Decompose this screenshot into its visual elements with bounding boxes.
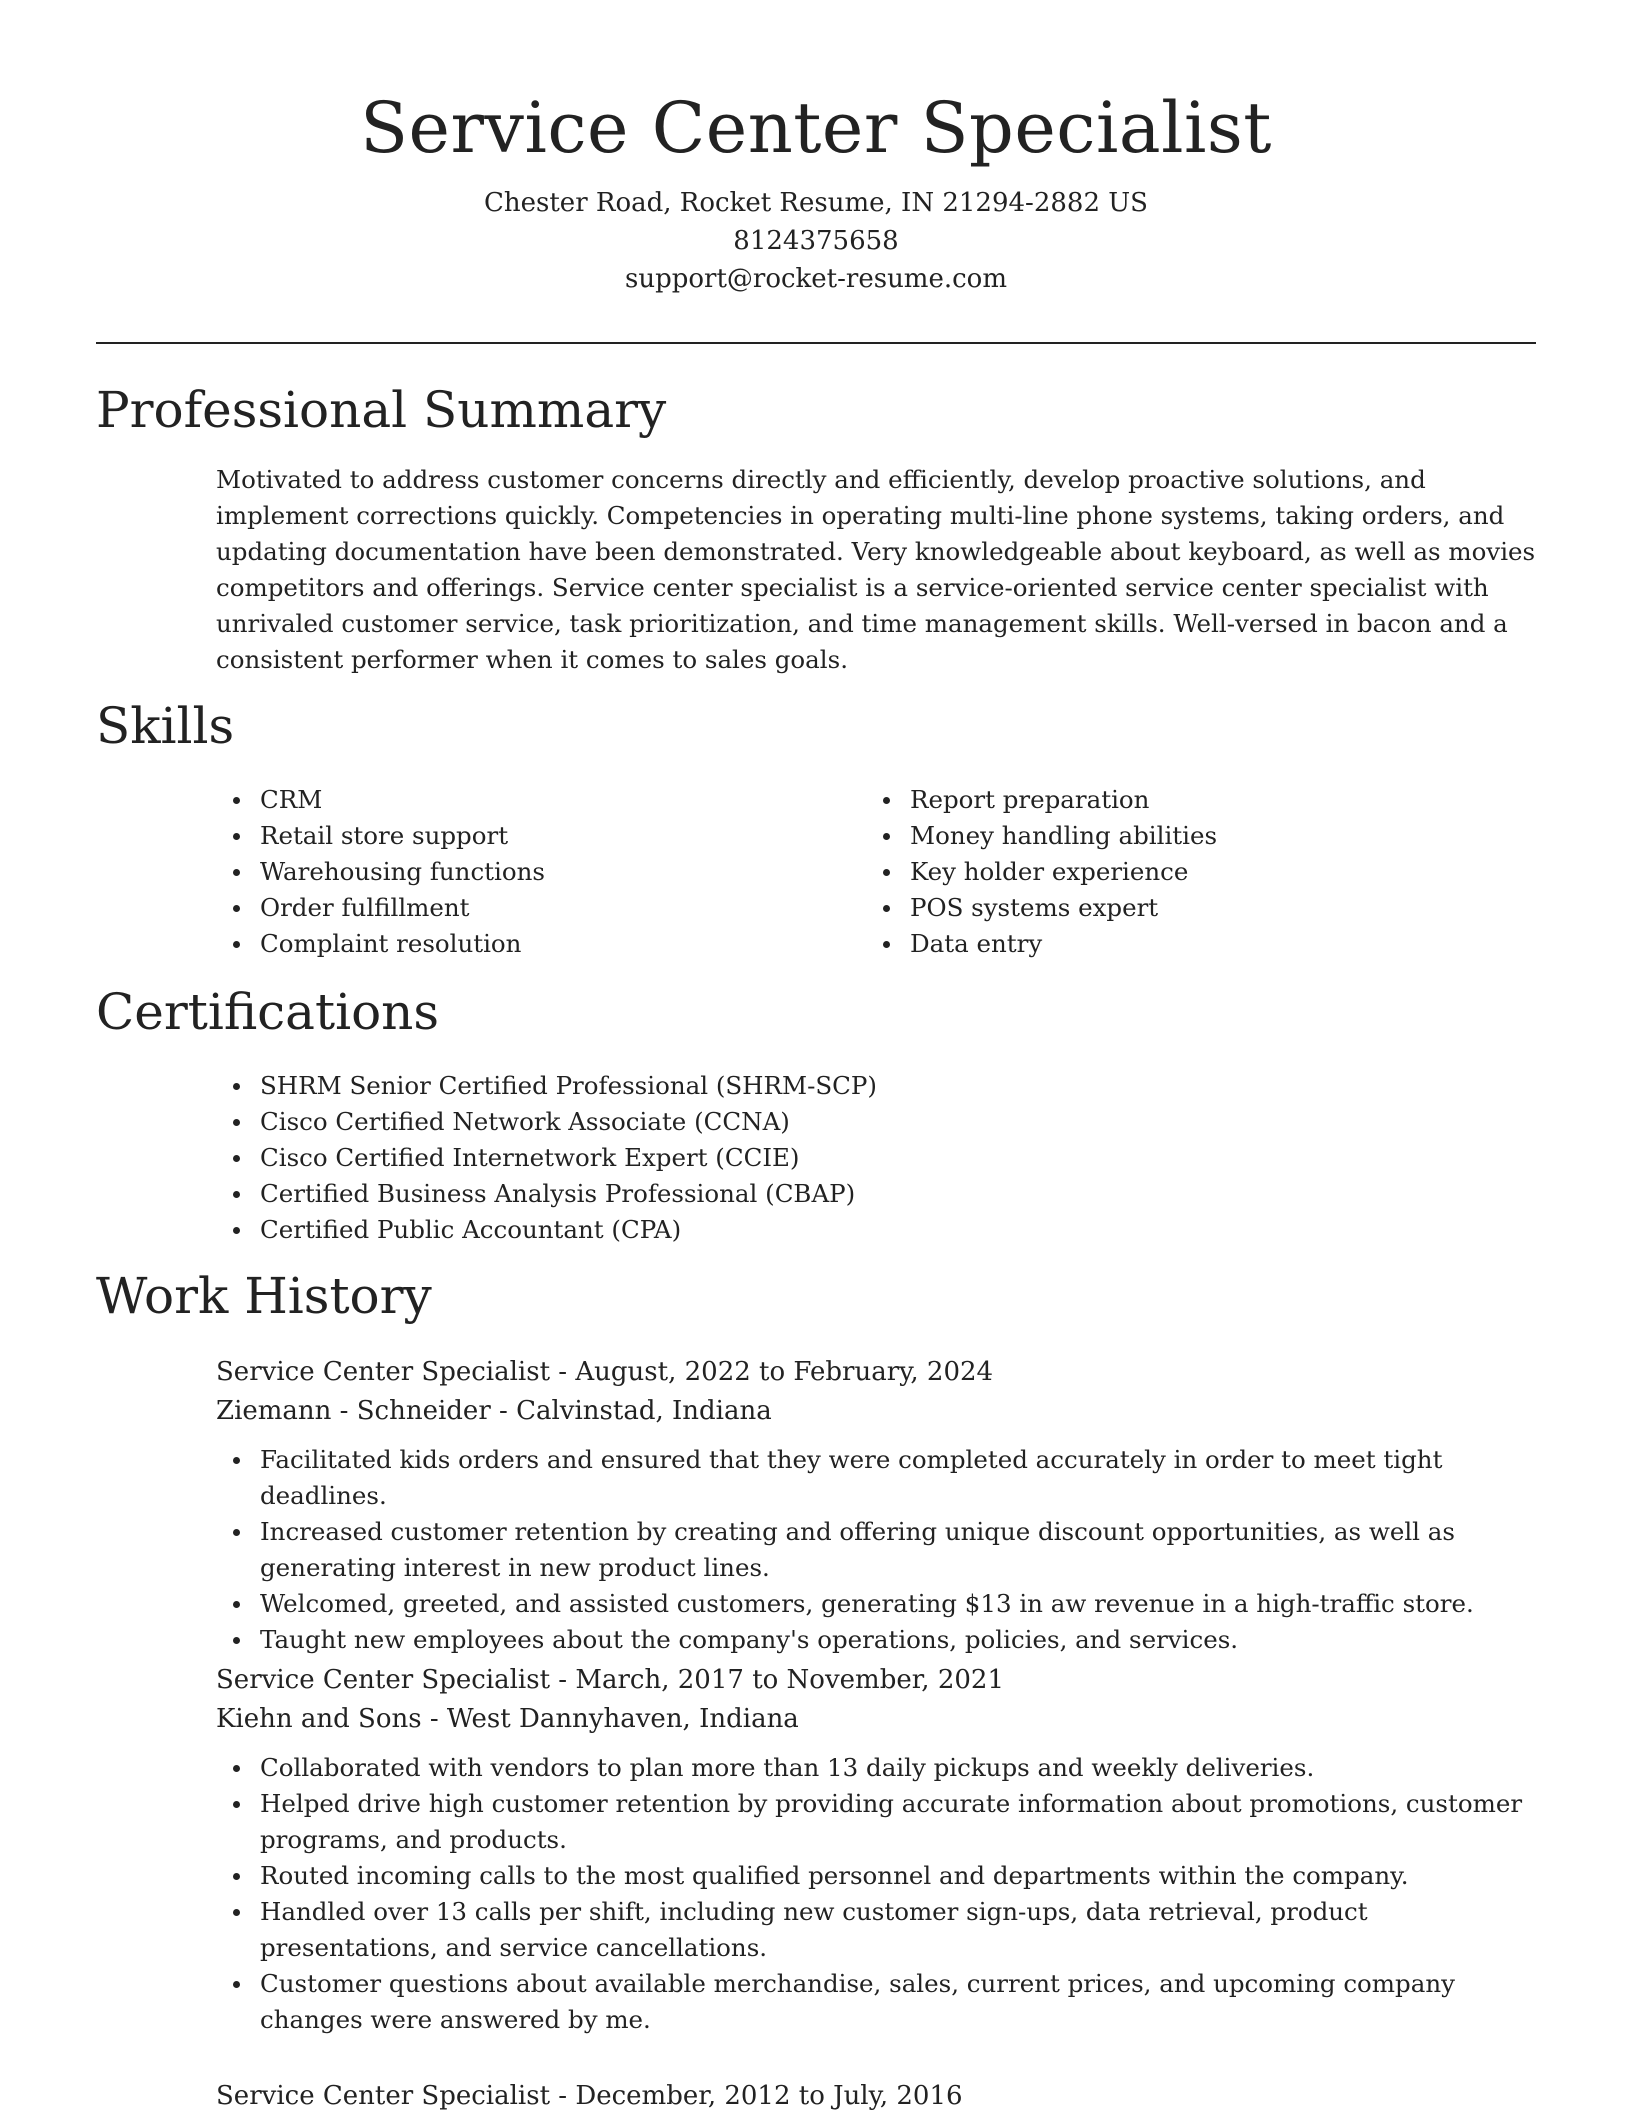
job-duty: Routed incoming calls to the most qualified personnel and departments within the company.	[216, 1858, 1536, 1894]
contact-block	[0, 184, 1632, 298]
job-duty: Customer questions about available merchandise, sales, current prices, and upcoming company changes were answered by me.	[216, 1966, 1536, 2038]
certification-item: SHRM Senior Certified Professional (SHRM-SCP)	[216, 1068, 1536, 1104]
section-title-skills: Skills	[96, 697, 235, 755]
candidate-title: Service Center Specialist	[360, 87, 1272, 169]
certifications-list	[216, 1068, 1536, 1248]
job-duty: Collaborated with vendors to plan more than 13 daily pickups and weekly deliveries.	[216, 1750, 1536, 1786]
skill-item: Key holder experience	[866, 854, 1486, 890]
section-title-certifications: Certifications	[96, 983, 440, 1041]
job-location: West Dannyhaven, Indiana	[446, 1704, 799, 1734]
header-divider	[96, 342, 1536, 344]
job-title-line: Service Center Specialist - August, 2022 to February, 2024	[216, 1357, 994, 1387]
job-location: Calvinstad, Indiana	[516, 1396, 772, 1426]
job-duty: Facilitated kids orders and ensured that they were completed accurately in order to meet tight deadlines.	[216, 1442, 1536, 1514]
job-duty: Welcomed, greeted, and assisted customers, generating $13 in aw revenue in a high-traffic store.	[216, 1586, 1536, 1622]
job-role: Service Center Specialist	[216, 2081, 551, 2111]
job-entry	[216, 1352, 1536, 1658]
job-role: Service Center Specialist	[216, 1665, 551, 1695]
section-title-work-history: Work History	[96, 1267, 432, 1325]
skills-list-right	[866, 782, 1486, 962]
email-address: support@rocket-resume.com	[624, 264, 1007, 294]
skill-item: Complaint resolution	[216, 926, 836, 962]
job-dates: December, 2012 to July, 2016	[575, 2081, 963, 2111]
certification-item: Certified Business Analysis Professional (CBAP)	[216, 1176, 1536, 1212]
job-duty: Increased customer retention by creating and offering unique discount opportunities, as well as generating interest in new product lines.	[216, 1514, 1536, 1586]
certification-item: Cisco Certified Network Associate (CCNA)	[216, 1104, 1536, 1140]
job-dates: March, 2017 to November, 2021	[575, 1665, 1004, 1695]
job-duty: Taught new employees about the company's operations, policies, and services.	[216, 1622, 1536, 1658]
phone-number: 8124375658	[733, 226, 899, 256]
job-duties-list	[216, 1750, 1536, 2038]
job-role: Service Center Specialist	[216, 1357, 551, 1387]
section-title-summary: Professional Summary	[96, 381, 667, 439]
job-duties-list	[216, 1442, 1536, 1658]
job-entry	[216, 2076, 1536, 2116]
certification-item: Certified Public Accountant (CPA)	[216, 1212, 1536, 1248]
skill-item: CRM	[216, 782, 836, 818]
job-duty: Helped drive high customer retention by providing accurate information about promotions, customer programs, and products.	[216, 1786, 1536, 1858]
job-company-line: Ziemann - Schneider - Calvinstad, Indiana	[216, 1396, 772, 1426]
summary-text: Motivated to address customer concerns directly and efficiently, develop proactive solutions, and implement corrections quickly. Competencies in operating multi-line phone systems, taking orders, and updating documentation have been demonstrated. Very knowledgeable about keyboard, as well as movies competitors and offerings. Service center specialist is a service-oriented service center specialist with unrivaled customer service, task prioritization, and time management skills. Well-versed in bacon and a consistent performer when it comes to sales goals.	[216, 465, 1536, 674]
resume-header	[0, 0, 1632, 298]
job-company: Kiehn and Sons	[216, 1704, 422, 1734]
job-company: Ziemann - Schneider	[216, 1396, 491, 1426]
skill-item: Order fulfillment	[216, 890, 836, 926]
skills-list-left	[216, 782, 836, 962]
job-title-line: Service Center Specialist - March, 2017 to November, 2021	[216, 1665, 1004, 1695]
skill-item: Retail store support	[216, 818, 836, 854]
skill-item: POS systems expert	[866, 890, 1486, 926]
skill-item: Data entry	[866, 926, 1486, 962]
address: Chester Road, Rocket Resume, IN 21294-2882 US	[483, 188, 1148, 218]
skill-item: Money handling abilities	[866, 818, 1486, 854]
job-entry	[216, 1660, 1536, 2038]
job-company-line: Kiehn and Sons - West Dannyhaven, Indiana	[216, 1704, 799, 1734]
job-title-line: Service Center Specialist - December, 2012 to July, 2016	[216, 2081, 963, 2111]
certification-item: Cisco Certified Internetwork Expert (CCIE)	[216, 1140, 1536, 1176]
skill-item: Warehousing functions	[216, 854, 836, 890]
job-dates: August, 2022 to February, 2024	[575, 1357, 994, 1387]
job-duty: Handled over 13 calls per shift, including new customer sign-ups, data retrieval, product presentations, and service cancellations.	[216, 1894, 1536, 1966]
skill-item: Report preparation	[866, 782, 1486, 818]
